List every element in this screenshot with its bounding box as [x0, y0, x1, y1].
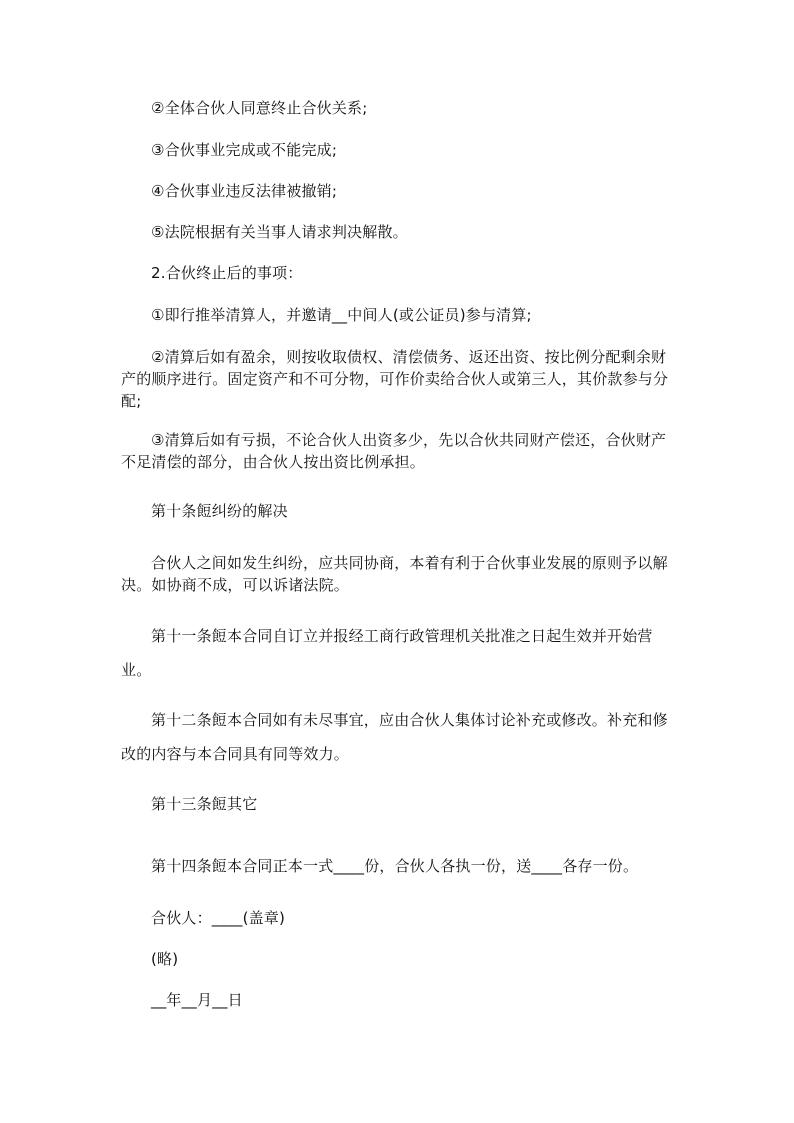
clause-dissolution-item-2: ②全体合伙人同意终止合伙关系;: [151, 99, 368, 117]
clause-dissolution-item-4: ④合伙事业违反法律被撤销;: [151, 182, 338, 200]
article-10-body: 合伙人之间如发生纠纷，应共同协商，本着有利于合伙事业发展的原则予以解决。如协商不成，可以诉诸法院。: [121, 554, 668, 594]
signature-partner: 合伙人：____(盖章): [151, 909, 286, 927]
post-termination-item-3: ③清算后如有亏损，不论合伙人出资多少，先以合伙共同财产偿还，合伙财产不足清偿的部分，由合伙人按出资比例承担。: [121, 431, 667, 471]
article-13: 第十三条餖其它: [151, 795, 258, 813]
article-14: 第十四条餖本合同正本一式____份，合伙人各执一份，送____各存一份。: [151, 857, 639, 875]
post-termination-heading: 2.合伙终止后的事项：: [151, 264, 303, 282]
article-11: 第十一条餖本合同自订立并报经工商行政管理机关批准之日起生效并开始营业。: [121, 627, 653, 679]
article-10-heading: 第十条餖纠纷的解决: [151, 502, 288, 520]
post-termination-item-1: ①即行推举清算人，并邀请__中间人(或公证员)参与清算;: [151, 306, 532, 324]
post-termination-item-2: ②清算后如有盈余，则按收取债权、清偿债务、返还出资、按比例分配剩余财产的顺序进行。固定资产和不可分物，可作价卖给合伙人或第三人，其价款参与分配;: [121, 348, 669, 410]
article-12: 第十二条餖本合同如有未尽事宜，应由合伙人集体讨论补充或修改。补充和修改的内容与本合同具有同等效力。: [121, 711, 668, 763]
clause-dissolution-item-3: ③合伙事业完成或不能完成;: [151, 141, 338, 159]
clause-dissolution-item-5: ⑤法院根据有关当事人请求判决解散。: [151, 223, 408, 241]
signature-date: __年__月__日: [151, 991, 243, 1009]
omitted-note: (略): [151, 950, 179, 968]
